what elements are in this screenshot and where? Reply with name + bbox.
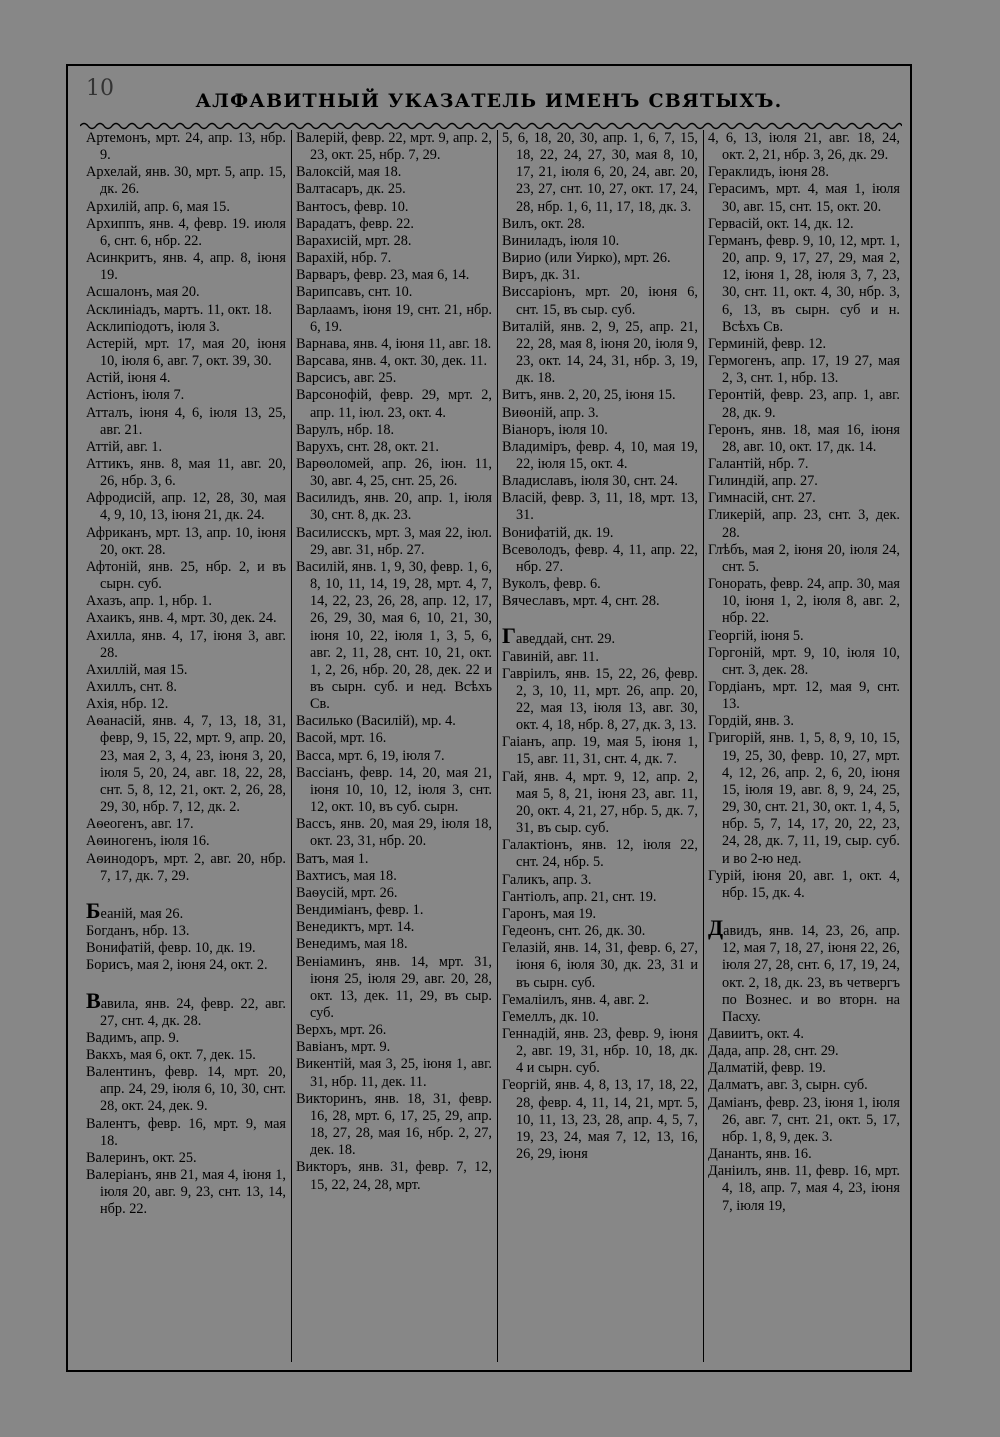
index-entry: Дада, апр. 28, снт. 29.	[708, 1043, 839, 1060]
index-entry: Гилиндій, апр. 27.	[708, 473, 818, 490]
index-entry: Африканъ, мрт. 13, апр. 10, іюня 20, окт. 28.	[86, 524, 286, 558]
index-entry: Вакхъ, мая 6, окт. 7, дек. 15.	[86, 1046, 256, 1063]
index-entry: Варсисъ, авг. 25.	[296, 370, 397, 387]
index-entry: Венедимъ, мая 18.	[296, 936, 408, 953]
index-entry: Давиитъ, окт. 4.	[708, 1025, 804, 1042]
index-entry: Варсава, янв. 4, окт. 30, дек. 11.	[296, 353, 488, 370]
index-entry: Асинкритъ, янв. 4, апр. 8, іюня 19.	[86, 250, 286, 284]
index-entry: Вендиміанъ, февр. 1.	[296, 902, 424, 919]
index-entry: 4, 6, 13, іюля 21, авг. 18, 24, окт. 2, 21, нбр. 3, 26, дк. 29.	[708, 130, 900, 164]
index-entry: Астерій, мрт. 17, мая 20, іюня 10, іюля 6, авг. 7, окт. 39, 30.	[86, 335, 286, 370]
index-columns	[86, 130, 900, 1362]
index-entry: Галантій, нбр. 7.	[708, 455, 809, 472]
index-entry: Горгоній, мрт. 9, 10, іюля 10, снт. 3, дек. 28.	[708, 644, 900, 678]
index-entry: Геронтій, февр. 23, апр. 1, авг. 28, дк. 9.	[708, 387, 900, 421]
column-divider	[497, 130, 498, 1362]
index-entry: Аттій, авг. 1.	[86, 438, 163, 455]
index-entry: Беаній, мая 26.	[86, 897, 184, 923]
index-entry: Ватъ, мая 1.	[296, 850, 369, 867]
section-gap	[86, 975, 286, 992]
index-entry: Василій, янв. 1, 9, 30, февр. 1, 6, 8, 10, 11, 14, 19, 28, мрт. 4, 7, 14, 22, 23, 26, 28, апр. 12, 17, 26, 29, 30, мая 6, 10, 21, 30, іюня 10, 22, іюля 1, 3, 5, 6, авг. 2, 11, 28, снт. 10, 21, окт. 1, 2, 26, нбр. 20, 28, дек. 22 и въ сырн. суб. и нед. Всѣхъ Св.	[296, 558, 492, 713]
index-entry: Далматій, февр. 19.	[708, 1060, 826, 1077]
index-entry: Асклипіодотъ, іюля 3.	[86, 318, 220, 335]
index-entry: Вавила, янв. 24, февр. 22, авг. 27, снт. 4, дк. 28.	[86, 987, 286, 1029]
index-entry: Валоксій, мая 18.	[296, 164, 402, 181]
index-entry: Варсонофій, февр. 29, мрт. 2, апр. 11, іюл. 23, окт. 4.	[296, 387, 492, 421]
index-entry: Гаіанъ, апр. 19, мая 5, іюня 1, 15, авг. 11, 31, снт. 4, дк. 7.	[502, 734, 698, 768]
index-entry: Вуколъ, февр. 6.	[502, 576, 601, 593]
index-entry: Георгій, іюня 5.	[708, 627, 804, 644]
index-entry: Даміанъ, февр. 23, іюня 1, іюля 26, авг. 7, снт. 21, окт. 5, 17, нбр. 1, 8, 9, дек. 3.	[708, 1094, 900, 1145]
index-entry: Ваѳусій, мрт. 26.	[296, 884, 398, 901]
index-entry: Ахазъ, апр. 1, нбр. 1.	[86, 593, 212, 610]
index-column-4	[708, 130, 900, 1362]
index-entry: Давидъ, янв. 14, 23, 26, апр. 12, мая 7, 18, 27, іюня 22, 26, іюля 27, 28, снт. 6, 17, 19, 24, окт. 2, 18, дк. 23, въ четвергъ по Вознес. и во вторн. на Пасху.	[708, 915, 900, 1025]
index-entry: Далматъ, авг. 3, сырн. суб.	[708, 1077, 868, 1094]
index-entry: Варулъ, нбр. 18.	[296, 421, 395, 438]
index-entry: Варухъ, снт. 28, окт. 21.	[296, 438, 439, 455]
section-gap	[708, 902, 900, 919]
index-entry: Вонифатій, февр. 10, дк. 19.	[86, 940, 256, 957]
index-entry: Валентинъ, февр. 14, мрт. 20, апр. 24, 29, іюля 6, 10, 30, снт. 28, окт. 24, дек. 9.	[86, 1064, 286, 1115]
index-entry: Владиміръ, февр. 4, 10, мая 19, 22, іюля 15, окт. 4.	[502, 438, 698, 472]
index-entry: Аѳанасій, янв. 4, 7, 13, 18, 31, февр, 9, 15, 22, мрт. 9, апр. 20, 23, мая 2, 3, 4, 23, іюня 3, 20, іюля 5, 20, 24, авг. 18, 22, 28, снт. 5, 8, 12, 21, окт. 2, 26, 28, 29, 30, нбр. 7, 12, дк. 2.	[86, 713, 286, 816]
index-entry: Виссаріонъ, мрт. 20, іюня 6, снт. 15, въ сыр. суб.	[502, 284, 698, 318]
index-entry: Вассіанъ, февр. 14, 20, мая 21, іюня 10, 10, 12, іюля 3, снт. 12, окт. 10, въ суб. сырн.	[296, 764, 492, 816]
index-entry: Владиславъ, іюля 30, снт. 24.	[502, 473, 678, 490]
index-entry: Борисъ, мая 2, іюня 24, окт. 2.	[86, 957, 268, 974]
index-entry: Гервасій, окт. 14, дк. 12.	[708, 215, 854, 232]
index-entry: Всеволодъ, февр. 4, 11, апр. 22, нбр. 27.	[502, 541, 698, 575]
book-page	[66, 64, 912, 1372]
index-entry: Аѳиногенъ, іюля 16.	[86, 833, 210, 850]
index-entry: Астіонъ, іюля 7.	[86, 387, 185, 404]
index-entry: Даніилъ, янв. 11, февр. 16, мрт. 4, 18, апр. 7, мая 4, 23, іюня 7, іюля 19,	[708, 1163, 900, 1214]
index-entry: Вадимъ, апр. 9.	[86, 1029, 180, 1046]
index-entry: Валеринъ, окт. 25.	[86, 1149, 197, 1166]
section-initial-letter: В	[86, 987, 101, 1013]
index-entry: Гедеонъ, снт. 26, дк. 30.	[502, 923, 646, 940]
index-entry: Гурій, іюня 20, авг. 1, окт. 4, нбр. 15, дк. 4.	[708, 867, 900, 901]
index-entry: Витъ, янв. 2, 20, 25, іюня 15.	[502, 387, 676, 404]
index-entry: Верхъ, мрт. 26.	[296, 1022, 387, 1039]
index-entry: Геронъ, янв. 18, мая 16, іюня 28, авг. 10, окт. 17, дк. 14.	[708, 421, 900, 455]
index-entry: Васса, мрт. 6, 19, іюля 7.	[296, 747, 445, 764]
index-entry: Архилій, апр. 6, мая 15.	[86, 198, 230, 215]
index-entry: Вахтисъ, мая 18.	[296, 867, 397, 884]
index-entry: Виръ, дк. 31.	[502, 267, 581, 284]
index-entry: Афродисій, апр. 12, 28, 30, мая 4, 9, 10, 13, іюня 21, дк. 24.	[86, 490, 286, 524]
index-entry: Виталій, янв. 2, 9, 25, апр. 21, 22, 28, мая 8, іюня 20, іюля 9, 23, окт. 14, 24, 31, нбр. 3, 19, дк. 18.	[502, 318, 698, 387]
index-entry: Ахилла, янв. 4, 17, іюня 3, авг. 28.	[86, 627, 286, 661]
index-entry: Валтасаръ, дк. 25.	[296, 181, 406, 198]
index-entry: 5, 6, 18, 20, 30, апр. 1, 6, 7, 15, 18, 22, 24, 27, 30, мая 8, 10, 17, 21, іюля 6, 20, 24, авг. 20, 23, 27, снт. 10, 27, окт. 17, 24, 28, нбр. 1, 6, 11, 17, 18, дк. 3.	[502, 130, 698, 215]
index-column-3	[502, 130, 698, 1362]
index-entry: Астій, іюня 4.	[86, 370, 171, 387]
index-entry: Викторинъ, янв. 18, 31, февр. 16, 28, мрт. 6, 17, 25, 29, апр. 18, 27, 28, мая 16, нбр. 2, 27, дек. 18.	[296, 1090, 492, 1159]
index-entry: Гай, янв. 4, мрт. 9, 12, апр. 2, мая 5, 8, 21, іюня 23, авг. 11, 20, окт. 4, 21, 27, нбр. 5, дк. 7, 31, въ сыр. суб.	[502, 768, 698, 837]
index-entry: Атталъ, іюня 4, 6, іюля 13, 25, авг. 21.	[86, 404, 286, 438]
index-entry: Гемеллъ, дк. 10.	[502, 1008, 599, 1025]
index-entry: Гавріилъ, янв. 15, 22, 26, февр. 2, 3, 10, 11, мрт. 26, апр. 20, 22, мая 13, іюля 13, авг. 30, окт. 4, 18, нбр. 8, 27, дк. 3, 13.	[502, 665, 698, 734]
column-divider	[291, 130, 292, 1362]
index-entry: Варахій, нбр. 7.	[296, 250, 392, 267]
index-entry: Венедиктъ, мрт. 14.	[296, 919, 415, 936]
index-entry: Георгій, янв. 4, 8, 13, 17, 18, 22, 28, февр. 4, 11, 14, 21, мрт. 5, 10, 11, 13, 23, 28, апр. 4, 5, 7, 19, 23, 24, мая 7, 12, 13, 16, 26, 29, іюня	[502, 1077, 698, 1163]
index-entry: Виѳоній, апр. 3.	[502, 404, 599, 421]
index-entry: Варваръ, февр. 23, мая 6, 14.	[296, 267, 470, 284]
index-entry: Гемаліилъ, янв. 4, авг. 2.	[502, 991, 650, 1008]
index-entry: Гимнасій, снт. 27.	[708, 490, 816, 507]
index-entry: Асшалонъ, мая 20.	[86, 284, 200, 301]
index-entry: Гавиній, авг. 11.	[502, 648, 599, 665]
index-entry: Галактіонъ, янв. 12, іюля 22, снт. 24, нбр. 5.	[502, 837, 698, 871]
index-entry: Викентій, мая 3, 25, іюня 1, авг. 31, нбр. 11, дек. 11.	[296, 1056, 492, 1090]
index-entry: Виниладъ, іюля 10.	[502, 232, 620, 249]
page-title: АЛФАВИТНЫЙ УКАЗАТЕЛЬ ИМЕНЪ СВЯТЫХЪ.	[195, 90, 783, 112]
index-entry: Валеріанъ, янв 21, мая 4, іюня 1, іюля 20, авг. 9, 23, снт. 13, 14, нбр. 22.	[86, 1167, 286, 1218]
index-entry: Аттикъ, янв. 8, мая 11, авг. 20, 26, нбр. 3, 6.	[86, 455, 286, 490]
index-entry: Герминій, февр. 12.	[708, 335, 827, 352]
index-entry: Валерій, февр. 22, мрт. 9, апр. 2, 23, окт. 25, нбр. 7, 29.	[296, 130, 492, 164]
index-entry: Аѳеогенъ, авг. 17.	[86, 816, 194, 833]
index-entry: Валентъ, февр. 16, мрт. 9, мая 18.	[86, 1115, 286, 1149]
index-entry: Богданъ, нбр. 13.	[86, 923, 190, 940]
index-column-2	[296, 130, 492, 1362]
index-entry: Гантіолъ, апр. 21, снт. 19.	[502, 888, 657, 905]
index-entry: Варѳоломей, апр. 26, іюн. 11, 30, авг. 4, 25, снт. 25, 26.	[296, 455, 492, 490]
index-entry: Афтоній, янв. 25, нбр. 2, и въ сырн. суб.	[86, 558, 286, 593]
index-entry: Васой, мрт. 16.	[296, 730, 387, 747]
index-entry: Архелай, янв. 30, мрт. 5, апр. 15, дк. 26.	[86, 164, 286, 198]
index-entry: Гаронъ, мая 19.	[502, 905, 597, 922]
index-entry: Вассъ, янв. 20, мая 29, іюля 18, окт. 23, 31, нбр. 20.	[296, 816, 492, 850]
index-entry: Галикъ, апр. 3.	[502, 871, 592, 888]
index-entry: Веніаминъ, янв. 14, мрт. 31, іюня 25, іюля 29, авг. 20, 28, окт. 13, дек. 11, 29, въ сыр. суб.	[296, 953, 492, 1021]
index-entry: Дананть, янв. 16.	[708, 1146, 812, 1163]
index-entry: Василько (Василій), мр. 4.	[296, 713, 456, 730]
index-entry: Вантосъ, февр. 10.	[296, 198, 409, 215]
index-entry: Гликерій, апр. 23, снт. 3, дек. 28.	[708, 507, 900, 541]
column-divider	[703, 130, 704, 1362]
index-entry: Ахаикъ, янв. 4, мрт. 30, дек. 24.	[86, 610, 277, 627]
index-entry: Архиппъ, янв. 4, февр. 19. июля 6, снт. 6, нбр. 22.	[86, 215, 286, 249]
index-entry: Вонифатій, дк. 19.	[502, 524, 614, 541]
index-entry: Василидъ, янв. 20, апр. 1, іюля 30, снт. 8, дк. 23.	[296, 490, 492, 524]
index-entry: Герасимъ, мрт. 4, мая 1, іюля 30, авг. 15, снт. 15, окт. 20.	[708, 181, 900, 215]
index-entry: Викторъ, янв. 31, февр. 7, 12, 15, 22, 24, 28, мрт.	[296, 1159, 492, 1193]
index-entry: Ахиллъ, снт. 8.	[86, 679, 177, 695]
page-number: 10	[86, 76, 114, 101]
index-entry: Варахисій, мрт. 28.	[296, 232, 412, 249]
index-entry: Гелазій, янв. 14, 31, февр. 6, 27, іюня 6, іюля 30, дк. 23, 31 и въ сырн. суб.	[502, 940, 698, 991]
index-entry: Григорій, янв. 1, 5, 8, 9, 10, 15, 19, 25, 30, февр. 10, 27, мрт. 4, 12, 26, апр. 2, 6, 20, іюня 15, іюля 19, авг. 8, 9, 24, 25, 29, 30, снт. 21, 30, окт. 1, 4, 5, нбр. 5, 7, 14, 17, 20, 22, 23, 24, 28, дк. 7, 11, 19, сыр. суб. и во 2-ю нед.	[708, 730, 900, 867]
index-entry: Глѣбъ, мая 2, іюня 20, іюля 24, снт. 5.	[708, 541, 900, 575]
index-entry: Ахиллій, мая 15.	[86, 661, 188, 678]
index-entry: Варипсавъ, снт. 10.	[296, 284, 413, 301]
index-column-1	[86, 130, 286, 1362]
index-entry: Асклиніадъ, мартъ. 11, окт. 18.	[86, 301, 272, 318]
index-entry: Гонорать, февр. 24, апр. 30, мая 10, іюня 1, 2, іюля 8, авг. 2, нбр. 22.	[708, 576, 900, 627]
section-initial-letter: Д	[708, 915, 724, 941]
section-gap	[502, 610, 698, 627]
index-entry: Гордій, янв. 3.	[708, 713, 795, 730]
index-entry: Віаноръ, іюля 10.	[502, 421, 608, 438]
index-entry: Гермогенъ, апр. 17, 19 27, мая 2, 3, снт. 1, нбр. 13.	[708, 353, 900, 387]
index-entry: Гордіанъ, мрт. 12, мая 9, снт. 13.	[708, 679, 900, 713]
index-entry: Варнава, янв. 4, іюня 11, авг. 18.	[296, 335, 492, 352]
index-entry: Вавіанъ, мрт. 9.	[296, 1039, 391, 1056]
index-entry: Ахія, нбр. 12.	[86, 696, 169, 713]
index-entry: Вячеславъ, мрт. 4, снт. 28.	[502, 593, 660, 610]
index-entry: Гаведдай, снт. 29.	[502, 623, 616, 649]
index-entry: Варлаамъ, іюня 19, снт. 21, нбр. 6, 19.	[296, 301, 492, 335]
section-initial-letter: Г	[502, 623, 516, 649]
index-entry: Вилъ, окт. 28.	[502, 215, 585, 232]
index-entry: Аѳинодоръ, мрт. 2, авг. 20, нбр. 7, 17, дк. 7, 29.	[86, 850, 286, 884]
index-entry: Артемонъ, мрт. 24, апр. 13, нбр. 9.	[86, 130, 286, 164]
index-entry: Гераклидъ, іюня 28.	[708, 164, 829, 181]
index-entry: Варадатъ, февр. 22.	[296, 215, 414, 232]
index-entry: Власій, февр. 3, 11, 18, мрт. 13, 31.	[502, 490, 698, 524]
index-entry: Геннадій, янв. 23, февр. 9, іюня 2, авг. 19, 31, нбр. 10, 18, дк. 4 и сырн. суб.	[502, 1025, 698, 1077]
index-entry: Василисскъ, мрт. 3, мая 22, іюл. 29, авг. 31, нбр. 27.	[296, 524, 492, 558]
index-entry: Вирио (или Уирко), мрт. 26.	[502, 250, 671, 267]
index-entry: Германъ, февр. 9, 10, 12, мрт. 1, 20, апр. 9, 17, 27, 29, мая 2, 12, іюня 1, 28, іюля 3, 7, 23, 30, снт. 11, окт. 4, 30, нбр. 3, 6, 13, въ сырн. суб и н. Всѣхъ Св.	[708, 232, 900, 335]
section-gap	[86, 885, 286, 902]
section-initial-letter: Б	[86, 897, 101, 923]
